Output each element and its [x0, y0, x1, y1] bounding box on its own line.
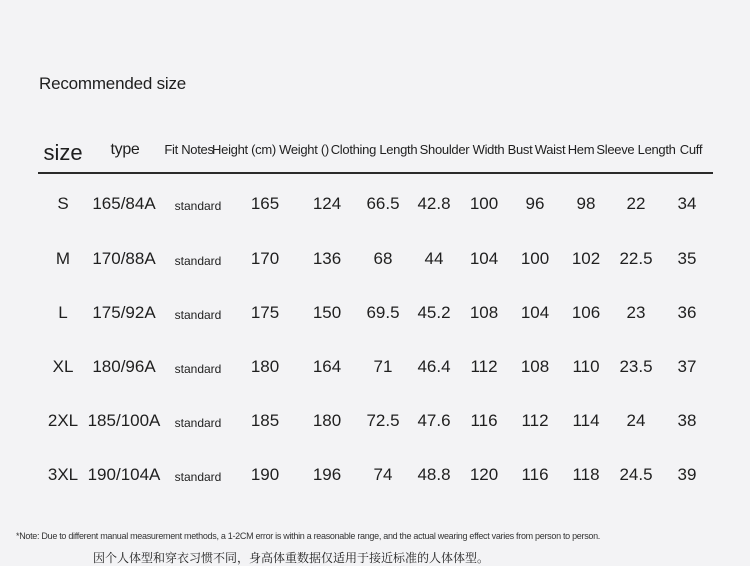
measurement-note: *Note: Due to different manual measurement methods, a 1-2CM error is within a reasonable range, and the actual wearing effect varies from person to person. — [16, 531, 601, 541]
table-row — [0, 303, 750, 333]
cell-height: 185 — [250, 411, 280, 430]
table-row — [0, 194, 750, 224]
cell-height: 180 — [250, 357, 280, 376]
table-row — [0, 249, 750, 279]
cell-sleeve-length: 22 — [626, 194, 646, 213]
cell-fit-notes: standard — [174, 362, 222, 376]
cell-shoulder-width: 44 — [424, 249, 444, 268]
cell-clothing-length: 74 — [373, 465, 393, 484]
cell-height: 190 — [250, 465, 280, 484]
cell-hem: 98 — [576, 194, 596, 213]
cell-cuff: 36 — [677, 303, 697, 322]
header-size: size — [43, 140, 83, 165]
cell-weight: 164 — [312, 357, 342, 376]
page-title: Recommended size — [39, 74, 187, 93]
header-waist: Waist — [534, 142, 566, 157]
cell-bust: 104 — [469, 249, 499, 268]
cell-size: L — [58, 303, 68, 322]
cell-clothing-length: 66.5 — [366, 194, 400, 213]
cell-size: XL — [52, 357, 74, 376]
cell-shoulder-width: 42.8 — [417, 194, 451, 213]
cell-cuff: 34 — [677, 194, 697, 213]
header-shoulder-width: Shoulder Width — [419, 142, 505, 157]
cell-clothing-length: 72.5 — [366, 411, 400, 430]
header-bust: Bust — [507, 142, 533, 157]
cell-sleeve-length: 22.5 — [619, 249, 653, 268]
cell-cuff: 39 — [677, 465, 697, 484]
cell-fit-notes: standard — [174, 308, 222, 322]
cell-sleeve-length: 23.5 — [619, 357, 653, 376]
cell-cuff: 38 — [677, 411, 697, 430]
cell-size: 2XL — [47, 411, 79, 430]
cell-hem: 114 — [572, 411, 600, 430]
table-row — [0, 411, 750, 441]
header-divider — [38, 172, 713, 174]
cell-shoulder-width: 47.6 — [417, 411, 451, 430]
cell-fit-notes: standard — [174, 254, 222, 268]
cell-sleeve-length: 24 — [626, 411, 646, 430]
cell-bust: 120 — [469, 465, 499, 484]
cell-hem: 102 — [571, 249, 601, 268]
cell-waist: 104 — [520, 303, 550, 322]
cell-weight: 196 — [312, 465, 342, 484]
table-row — [0, 357, 750, 387]
cell-sleeve-length: 23 — [626, 303, 646, 322]
cell-cuff: 37 — [677, 357, 697, 376]
cell-type: 190/104A — [87, 465, 161, 484]
cell-height: 175 — [250, 303, 280, 322]
cell-waist: 116 — [521, 465, 549, 484]
cell-weight: 150 — [312, 303, 342, 322]
cell-fit-notes: standard — [174, 470, 222, 484]
cell-weight: 124 — [312, 194, 342, 213]
cell-shoulder-width: 45.2 — [417, 303, 451, 322]
cell-waist: 108 — [520, 357, 550, 376]
cell-bust: 112 — [470, 357, 498, 376]
cell-bust: 116 — [470, 411, 498, 430]
cell-clothing-length: 71 — [373, 357, 393, 376]
header-clothing-length: Clothing Length — [330, 142, 418, 157]
cell-fit-notes: standard — [174, 199, 222, 213]
cell-hem: 110 — [572, 357, 600, 376]
header-cuff: Cuff — [679, 142, 703, 157]
cell-type: 165/84A — [92, 194, 156, 213]
cell-type: 180/96A — [92, 357, 156, 376]
cell-clothing-length: 69.5 — [366, 303, 400, 322]
cell-size: M — [55, 249, 71, 268]
cell-hem: 106 — [571, 303, 601, 322]
cell-cuff: 35 — [677, 249, 697, 268]
cell-bust: 108 — [469, 303, 499, 322]
table-row — [0, 465, 750, 495]
cell-height: 170 — [250, 249, 280, 268]
header-weight: Weight () — [279, 142, 329, 157]
header-type: type — [110, 141, 140, 158]
cell-waist: 96 — [525, 194, 545, 213]
cell-sleeve-length: 24.5 — [619, 465, 653, 484]
cell-type: 170/88A — [92, 249, 156, 268]
cell-weight: 180 — [312, 411, 342, 430]
cell-shoulder-width: 48.8 — [417, 465, 451, 484]
cell-weight: 136 — [312, 249, 342, 268]
cell-type: 175/92A — [92, 303, 156, 322]
cell-type: 185/100A — [87, 411, 161, 430]
header-hem: Hem — [567, 142, 595, 157]
cell-waist: 100 — [520, 249, 550, 268]
cell-fit-notes: standard — [174, 416, 222, 430]
measurement-note-chinese: 因个人体型和穿衣习惯不同，身高体重数据仅适用于接近标准的人体体型。 — [93, 551, 490, 565]
cell-hem: 118 — [572, 465, 600, 484]
cell-clothing-length: 68 — [373, 249, 393, 268]
cell-waist: 112 — [521, 411, 549, 430]
cell-size: S — [57, 194, 69, 213]
cell-bust: 100 — [469, 194, 499, 213]
cell-size: 3XL — [47, 465, 79, 484]
cell-height: 165 — [250, 194, 280, 213]
header-sleeve-length: Sleeve Length — [596, 142, 676, 157]
cell-shoulder-width: 46.4 — [417, 357, 451, 376]
header-fit-notes: Fit Notes — [164, 142, 214, 157]
header-height: Height (cm) — [212, 142, 276, 157]
